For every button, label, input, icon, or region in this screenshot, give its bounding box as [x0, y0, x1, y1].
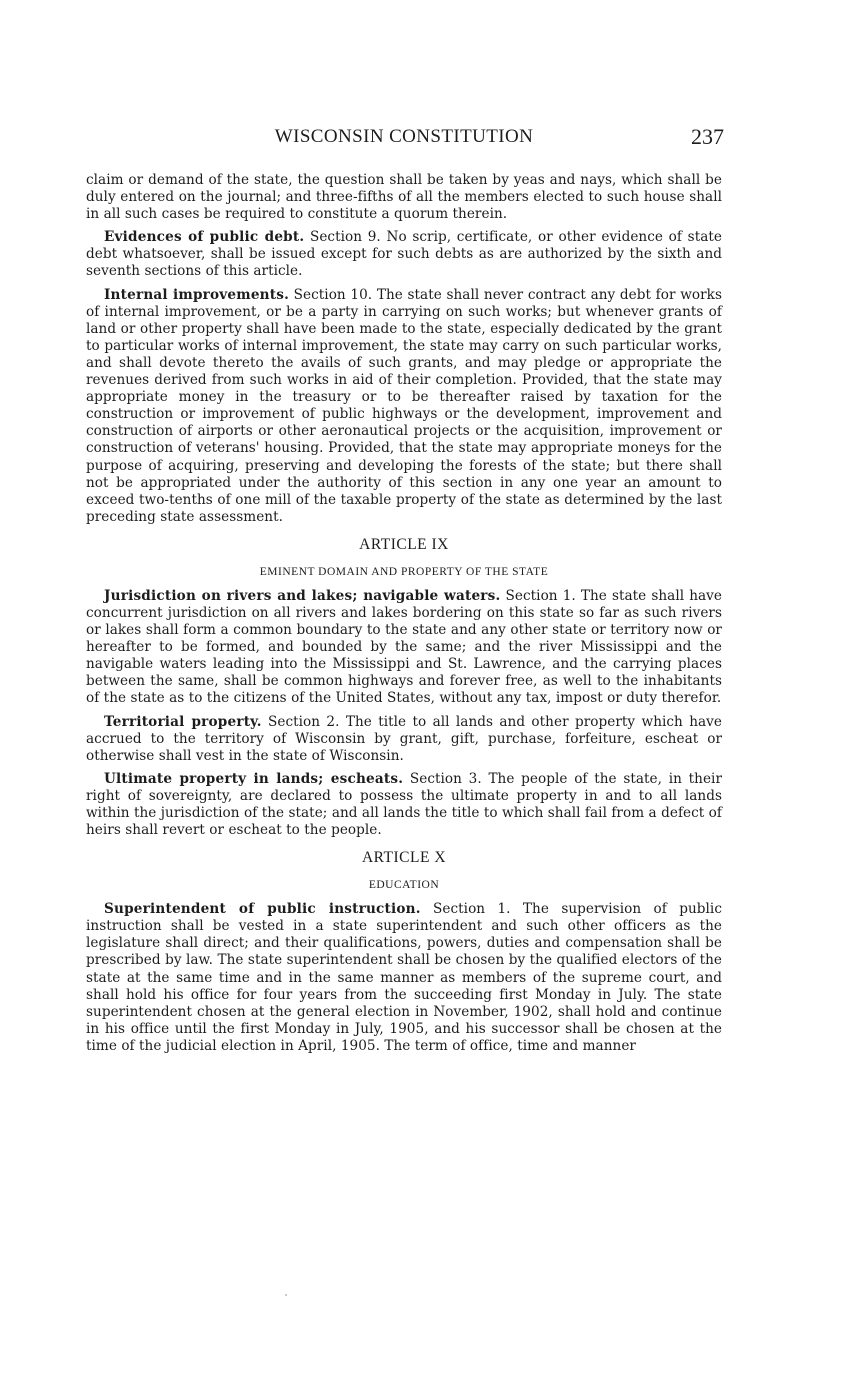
running-title: WISCONSIN CONSTITUTION — [274, 126, 534, 147]
article-subtitle: EDUCATION — [368, 879, 440, 892]
section-heading: Internal improvements. — [104, 286, 290, 303]
paragraph-text: Section 3. The people of the state, in their right of sovereignty, are declared to possess the ultimate property in and to all lands within the jurisdiction of the state; and all lands the title to which shall fail from a defect of heirs shall revert or escheat to the people. — [86, 770, 723, 839]
paragraph-text: Section 2. The title to all lands and other property which have accrued to the territory of Wisconsin by grant, gift, purchase, forfeiture, escheat or otherwise shall vest in the state of Wisconsin. — [86, 713, 722, 764]
section-heading: Superintendent of public instruction. — [104, 901, 421, 918]
body-text — [86, 172, 722, 1061]
paragraph-text: claim or demand of the state, the question shall be taken by yeas and nays, which shall be duly entered on the journal; and three-fifths of all the members elected to such house shall in all such cases be required to constitute a quorum therein. — [86, 172, 722, 223]
scan-speck — [285, 1294, 287, 1296]
section-internal-improvements — [86, 287, 722, 526]
section-heading: Jurisdiction on rivers and lakes; navigable waters. — [104, 587, 501, 604]
section-jurisdiction-on-rivers — [86, 588, 722, 708]
section-evidences-of-public-debt — [86, 229, 722, 280]
paragraph-continuation — [86, 172, 722, 223]
section-heading: Territorial property. — [104, 713, 262, 730]
section-superintendent — [86, 901, 722, 1055]
page-header — [86, 124, 722, 152]
article-title: ARTICLE IX — [359, 535, 449, 553]
section-heading: Ultimate property in lands; escheats. — [104, 770, 404, 787]
page-number: 237 — [691, 124, 724, 149]
article-title: ARTICLE X — [361, 849, 447, 867]
paragraph-text: Section 9. No scrip, certificate, or other evidence of state debt whatsoever, shall be issued except for such debts as are authorized by the sixth and seventh sections of this article. — [86, 229, 722, 280]
paragraph-text: Section 1. The state shall have concurrent jurisdiction on all rivers and lakes bordering on this state so far as such rivers or lakes shall form a common boundary to the state and any other state or territory now or hereafter to be formed, and bounded by the same; and the river Mississippi and the navigable waters leading into the Mississippi and St. Lawrence, and the carrying places between the same, shall be common highways and forever free, as well to the inhabitants of the state as to the citizens of the United States, without any tax, impost or duty therefor. — [86, 587, 722, 707]
paragraph-text: Section 10. The state shall never contract any debt for works of internal improvement, or be a party in carrying on such works; but whenever grants of land or other property shall have been made to the state, especially dedicated by the grant to particular works of internal improvement, the state may carry on such particular works, and shall devote thereto the avails of such grants, and may pledge or appropriate the revenues derived from such works in aid of their completion. Provided, that the state may appropriate money in the treasury or to be thereafter raised by taxation for the construction or improvement of public highways or the development, improvement and construction of airports or other aeronautical projects or the acquisition, improvement or construction of veterans' housing. Provided, that the state may appropriate moneys for the purpose of acquiring, preserving and developing the forests of the state; but there shall not be appropriated under the authority of this section in any one year an amount to exceed two-tenths of one mill of the taxable property of the state as determined by the last preceding state assessment. — [86, 286, 722, 525]
section-ultimate-property — [86, 771, 722, 839]
section-territorial-property — [86, 714, 722, 765]
article-subtitle: EMINENT DOMAIN AND PROPERTY OF THE STATE — [259, 565, 549, 578]
section-heading: Evidences of public debt. — [104, 229, 305, 246]
paragraph-text: Section 1. The supervision of public instruction shall be vested in a state superintendent and such other officers as the legislature shall direct; and their qualifications, powers, duties and compensation shall be prescribed by law. The state superintendent shall be chosen by the qualified electors of the state at the same time and in the same manner as members of the supreme court, and shall hold his office for four years from the succeeding first Monday in July. The state superintendent chosen at the general election in November, 1902, shall hold and continue in his office until the first Monday in July, 1905, and his successor shall be chosen at the time of the judicial election in April, 1905. The term of office, time and manner — [86, 901, 722, 1054]
